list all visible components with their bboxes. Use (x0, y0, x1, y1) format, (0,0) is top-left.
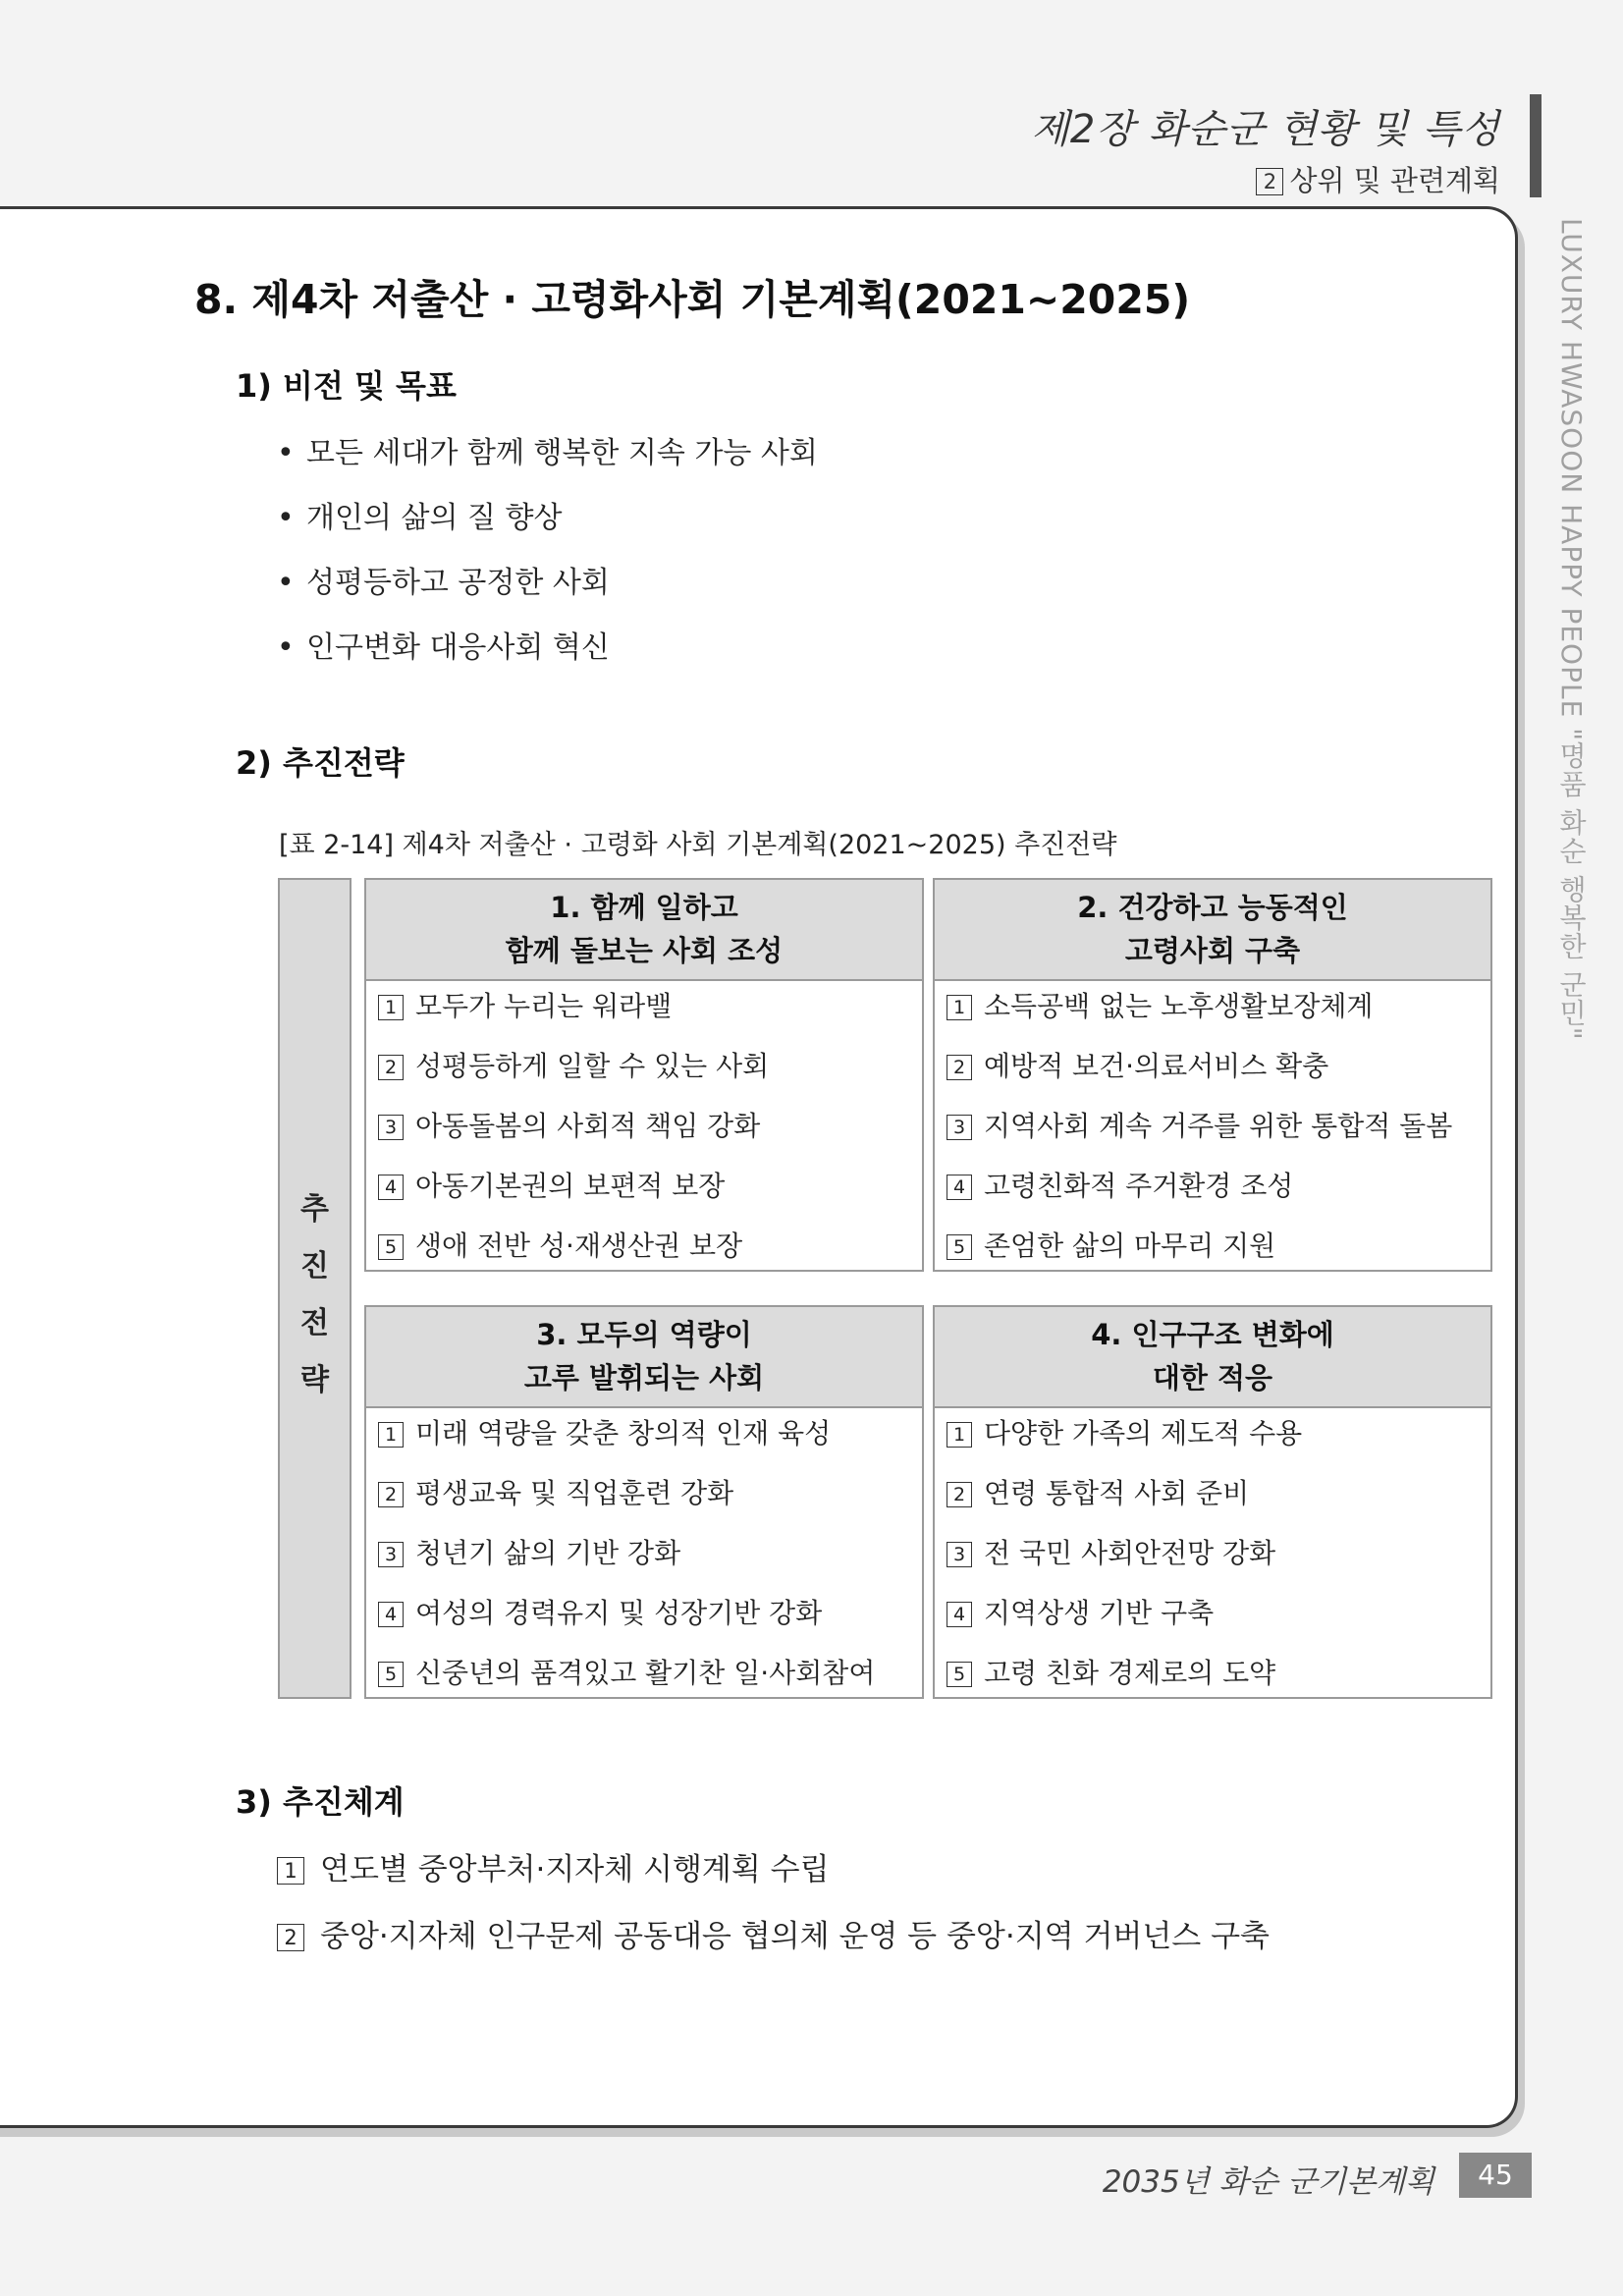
strategy-title-line: 2. 건강하고 능동적인 (1077, 891, 1348, 924)
item-text: 소득공백 없는 노후생활보장체계 (984, 990, 1374, 1022)
item-number-box: 5 (947, 1234, 972, 1260)
item-text: 청년기 삶의 기반 강화 (415, 1537, 681, 1569)
item-number-box: 3 (947, 1115, 972, 1140)
system-item-list (277, 1846, 1270, 1980)
strategy-box-title (366, 1307, 922, 1408)
list-item: • 인구변화 대응사회 혁신 (277, 627, 818, 691)
list-item (947, 1468, 1490, 1528)
header-accent-bar (1530, 94, 1542, 197)
item-number-box: 1 (947, 995, 972, 1020)
strategy-title-line: 1. 함께 일하고 (550, 891, 738, 924)
strategy-title-line: 고루 발휘되는 사회 (523, 1361, 765, 1394)
list-item (947, 1101, 1490, 1161)
item-number-box: 4 (378, 1602, 404, 1627)
item-text: 지역상생 기반 구축 (984, 1597, 1215, 1629)
item-number-box: 3 (378, 1115, 404, 1140)
item-text: 연도별 중앙부처·지자체 시행계획 수립 (320, 1852, 830, 1887)
list-item (378, 1221, 922, 1281)
list-item (378, 1468, 922, 1528)
side-label-char: 전 (300, 1306, 329, 1340)
item-number-box: 4 (378, 1175, 404, 1200)
strategy-title-line: 4. 인구구조 변화에 (1091, 1318, 1334, 1351)
item-number-box: 3 (947, 1542, 972, 1567)
item-text: 평생교육 및 직업훈련 강화 (415, 1477, 734, 1509)
list-item (378, 1408, 922, 1468)
list-item (947, 1648, 1490, 1708)
page-number: 45 (1459, 2153, 1532, 2198)
strategy-box-title (935, 880, 1490, 981)
list-item (947, 1221, 1490, 1281)
list-item (378, 1528, 922, 1588)
side-slogan: LUXURY HWASOON HAPPY PEOPLE "명품 화순 행복한 군민" (1555, 218, 1588, 1041)
list-item (378, 981, 922, 1041)
item-number-box: 1 (378, 1422, 404, 1448)
strategy-box-3 (364, 1305, 924, 1699)
item-text: 모두가 누리는 워라밸 (415, 990, 673, 1022)
item-number-box: 1 (378, 995, 404, 1020)
side-label-char: 추 (300, 1192, 329, 1227)
strategy-box-title (935, 1307, 1490, 1408)
list-item (378, 1041, 922, 1101)
strategy-box-title (366, 880, 922, 981)
strategy-item-list (366, 1408, 922, 1708)
strategy-box-4 (933, 1305, 1492, 1699)
list-item (378, 1161, 922, 1221)
strategy-item-list (366, 981, 922, 1281)
list-item (947, 1528, 1490, 1588)
item-number-box: 5 (378, 1234, 404, 1260)
side-label-char: 진 (300, 1249, 329, 1284)
section-number-box: 2 (1256, 168, 1283, 195)
item-text: 전 국민 사회안전망 강화 (984, 1537, 1276, 1569)
item-number-box: 5 (378, 1662, 404, 1687)
item-text: 미래 역량을 갖춘 창의적 인재 육성 (415, 1417, 832, 1449)
list-item (947, 1161, 1490, 1221)
list-item (277, 1846, 1270, 1913)
list-item: • 성평등하고 공정한 사회 (277, 562, 818, 627)
item-number-box: 3 (378, 1542, 404, 1567)
item-number-box: 2 (947, 1055, 972, 1080)
table-caption: [표 2-14] 제4차 저출산 · 고령화 사회 기본계획(2021~2025) 추진전략 (279, 830, 1117, 860)
strategy-box-2 (933, 878, 1492, 1272)
strategy-item-list (935, 981, 1490, 1281)
list-item (378, 1588, 922, 1648)
item-text: 고령친화적 주거환경 조성 (984, 1170, 1294, 1202)
list-item (947, 1588, 1490, 1648)
item-number-box: 1 (947, 1422, 972, 1448)
item-text: 다양한 가족의 제도적 수용 (984, 1417, 1303, 1449)
item-number-box: 2 (947, 1482, 972, 1507)
system-heading: 3) 추진체계 (236, 1783, 405, 1821)
item-text: 아동돌봄의 사회적 책임 강화 (415, 1110, 761, 1142)
list-item (378, 1648, 922, 1708)
item-text: 신중년의 품격있고 활기찬 일·사회참여 (415, 1657, 876, 1689)
item-text: 생애 전반 성·재생산권 보장 (415, 1230, 743, 1262)
footer-title: 2035년 화순 군기본계획 (1102, 2164, 1434, 2200)
item-number-box: 4 (947, 1602, 972, 1627)
vision-bullet-list (277, 432, 818, 691)
strategy-title-line: 대한 적응 (1152, 1361, 1273, 1394)
item-text: 존엄한 삶의 마무리 지원 (984, 1230, 1276, 1262)
section-subtitle (1256, 159, 1500, 199)
section-subtitle-text: 상위 및 관련계획 (1289, 164, 1500, 197)
item-text: 지역사회 계속 거주를 위한 통합적 돌봄 (984, 1110, 1453, 1142)
item-text: 여성의 경력유지 및 성장기반 강화 (415, 1597, 823, 1629)
item-text: 고령 친화 경제로의 도약 (984, 1657, 1276, 1689)
item-number-box: 2 (277, 1924, 304, 1951)
item-number-box: 2 (378, 1482, 404, 1507)
item-text: 예방적 보건·의료서비스 확충 (984, 1050, 1329, 1082)
strategy-title-line: 고령사회 구축 (1124, 934, 1301, 967)
strategy-title-line: 함께 돌보는 사회 조성 (505, 934, 784, 967)
list-item (947, 1408, 1490, 1468)
list-item (947, 981, 1490, 1041)
item-text: 연령 통합적 사회 준비 (984, 1477, 1250, 1509)
item-number-box: 5 (947, 1662, 972, 1687)
item-text: 중앙·지자체 인구문제 공동대응 협의체 운영 등 중앙·지역 거버넌스 구축 (320, 1919, 1270, 1954)
vision-heading: 1) 비전 및 목표 (236, 367, 457, 405)
strategy-side-label (278, 878, 352, 1699)
strategy-item-list (935, 1408, 1490, 1708)
page-title: 8. 제4차 저출산 · 고령화사회 기본계획(2021~2025) (194, 276, 1191, 323)
item-number-box: 2 (378, 1055, 404, 1080)
item-text: 성평등하게 일할 수 있는 사회 (415, 1050, 770, 1082)
item-number-box: 1 (277, 1857, 304, 1885)
chapter-title: 제2장 화순군 현황 및 특성 (1031, 107, 1500, 152)
strategy-box-1 (364, 878, 924, 1272)
side-label-char: 략 (300, 1363, 329, 1397)
item-text: 아동기본권의 보편적 보장 (415, 1170, 726, 1202)
list-item (378, 1101, 922, 1161)
strategy-heading: 2) 추진전략 (236, 744, 405, 782)
list-item (947, 1041, 1490, 1101)
strategy-title-line: 3. 모두의 역량이 (536, 1318, 752, 1351)
list-item: • 개인의 삶의 질 향상 (277, 497, 818, 562)
item-number-box: 4 (947, 1175, 972, 1200)
list-item (277, 1913, 1270, 1980)
list-item: • 모든 세대가 함께 행복한 지속 가능 사회 (277, 432, 818, 497)
